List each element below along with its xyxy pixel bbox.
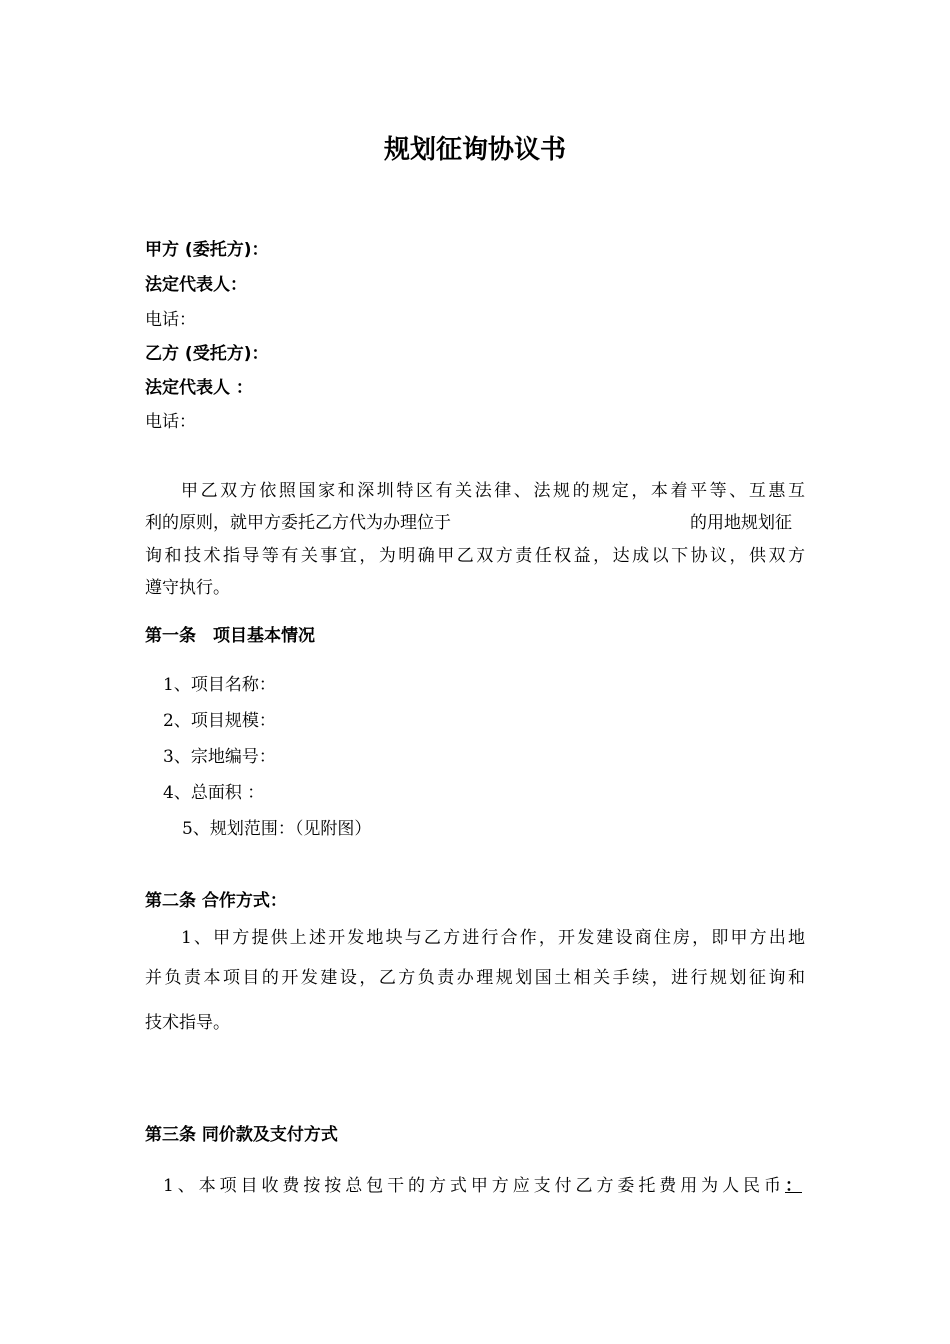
party-b-representative-label: 法定代表人 ： bbox=[145, 378, 253, 398]
article-3-line-1: 1、本项目收费按按总包干的方式甲方应支付乙方委托费用为人民币 bbox=[163, 1176, 783, 1196]
article-2-line-2: 并负责本项目的开发建设，乙方负责办理规划国土相关手续，进行规划征询和 bbox=[145, 968, 805, 988]
article-3-heading: 第三条 同价款及支付方式 bbox=[145, 1125, 338, 1145]
article-1-item: 1、项目名称： bbox=[163, 675, 276, 695]
article-2-heading: 第二条 合作方式： bbox=[145, 891, 287, 911]
preamble-line-1: 甲乙双方依照国家和深圳特区有关法律、法规的规定，本着平等、互惠互 bbox=[181, 481, 805, 501]
article-1-item: 2、项目规模： bbox=[163, 711, 276, 731]
article-3-amount-mark: ： bbox=[785, 1176, 802, 1196]
document-title: 规划征询协议书 bbox=[383, 135, 566, 165]
party-a-label: 甲方 (委托方)： bbox=[145, 240, 269, 260]
party-a-phone-label: 电话： bbox=[145, 310, 196, 330]
party-a-representative-label: 法定代表人： bbox=[145, 275, 247, 295]
preamble-line-2-end: 的用地规划征 bbox=[690, 513, 792, 533]
article-2-line-3: 技术指导。 bbox=[145, 1013, 230, 1033]
party-b-phone-label: 电话： bbox=[145, 412, 196, 432]
article-1-heading: 第一条 项目基本情况 bbox=[145, 626, 315, 646]
preamble-line-4: 遵守执行。 bbox=[145, 578, 230, 598]
preamble-line-2-start: 利的原则，就甲方委托乙方代为办理位于 bbox=[145, 513, 451, 533]
article-1-item: 4、总面积 ： bbox=[163, 783, 265, 803]
article-1-item: 5、规划范围：（见附图） bbox=[182, 819, 372, 839]
party-b-label: 乙方 (受托方)： bbox=[145, 344, 269, 364]
preamble-line-3: 询和技术指导等有关事宜，为明确甲乙双方责任权益，达成以下协议，供双方 bbox=[145, 546, 805, 566]
article-1-item: 3、宗地编号： bbox=[163, 747, 276, 767]
article-2-line-1: 1、甲方提供上述开发地块与乙方进行合作，开发建设商住房，即甲方出地 bbox=[181, 928, 805, 948]
